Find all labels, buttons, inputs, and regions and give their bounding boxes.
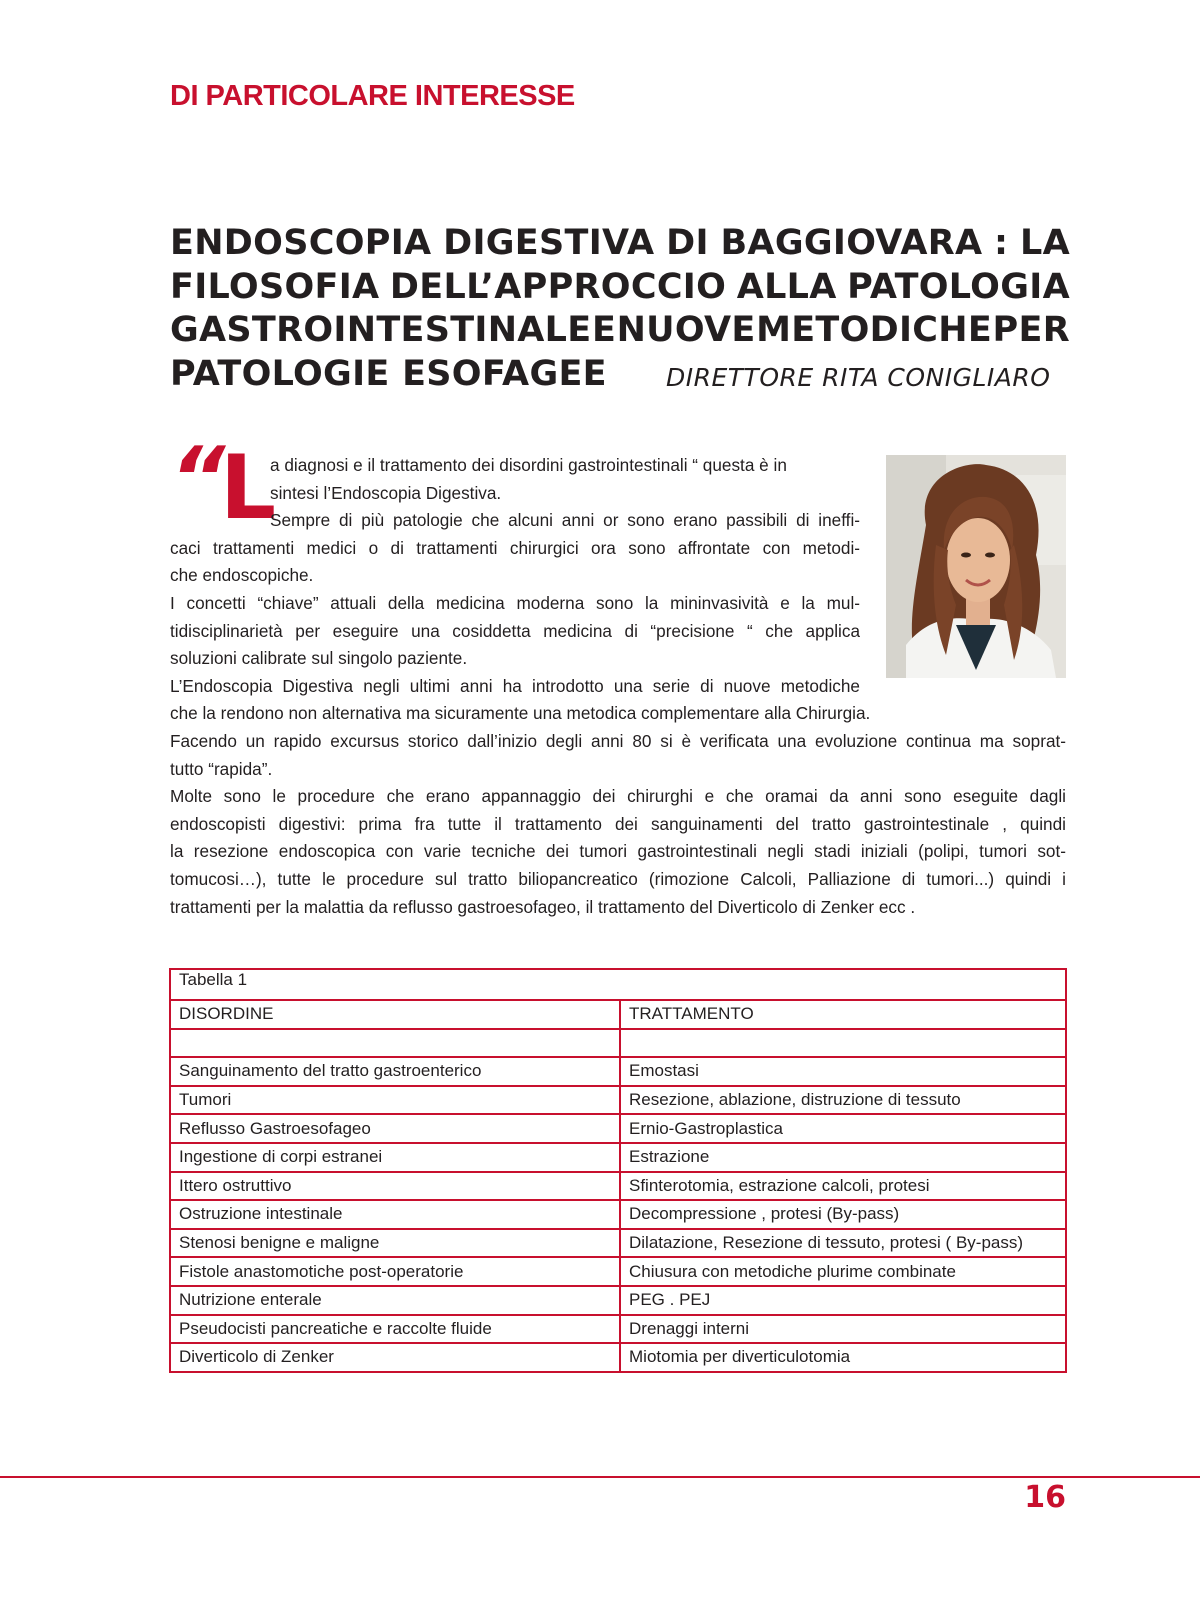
table-cell: PEG . PEJ — [620, 1286, 1065, 1315]
body-line: Facendo un rapido excursus storico dall’inizio degli anni 80 si è verificata una evoluzione continua ma soprat- — [170, 730, 1066, 751]
table-row — [171, 1315, 1065, 1344]
headline-word: METODICHE — [756, 310, 993, 350]
author-byline: DIRETTORE RITA CONIGLIARO — [666, 362, 1051, 392]
headline-line-2 — [170, 266, 1070, 310]
footer-rule — [0, 1476, 1200, 1478]
headline-word: BAGGIOVARA — [720, 223, 983, 263]
table-cell: Ingestione di corpi estranei — [171, 1143, 620, 1172]
headline-word: DI — [666, 223, 709, 263]
table-cell: Pseudocisti pancreatiche e raccolte fluide — [171, 1315, 620, 1344]
table-cell: Ernio-Gastroplastica — [620, 1114, 1065, 1143]
body-line: caci trattamenti medici o di trattamenti chirurgici ora sono affrontate con metodi- — [170, 537, 860, 558]
body-line: tutto “rapida”. — [170, 758, 273, 779]
table-row — [171, 1172, 1065, 1201]
treatment-table — [169, 968, 1067, 1373]
headline-word: PATOLOGIE ESOFAGEE — [170, 353, 607, 394]
table-header-cell: DISORDINE — [171, 1001, 620, 1029]
body-line: soluzioni calibrate sul singolo paziente. — [170, 648, 468, 669]
table-cell: Tumori — [171, 1086, 620, 1115]
body-line: tidisciplinarietà per eseguire una cosiddetta medicina di “precisione “ che applica — [170, 620, 860, 641]
headline-word: DELL’APPROCCIO — [389, 266, 727, 307]
table-cell — [171, 1029, 620, 1058]
table-cell: Sfinterotomia, estrazione calcoli, protesi — [620, 1172, 1065, 1201]
table-cell: Ostruzione intestinale — [171, 1200, 620, 1229]
table-row — [171, 1086, 1065, 1115]
headline-line-4 — [170, 353, 1070, 397]
section-label: DI PARTICOLARE INTERESSE — [170, 80, 575, 112]
body-line: che la rendono non alternativa ma sicuramente una metodica complementare alla Chirurgia. — [170, 703, 871, 724]
table-cell: Diverticolo di Zenker — [171, 1343, 620, 1371]
headline-line-3 — [170, 309, 1070, 353]
headline-word: PATOLOGIA — [847, 266, 1070, 307]
body-line: a diagnosi e il trattamento dei disordini gastrointestinali “ questa è in — [270, 455, 787, 475]
headline-word: NUOVE — [616, 310, 756, 350]
drop-cap-quote: “ — [170, 429, 226, 529]
table-cell: Stenosi benigne e maligne — [171, 1229, 620, 1258]
table-cell: Chiusura con metodiche plurime combinate — [620, 1257, 1065, 1286]
headline-word: : — [994, 223, 1009, 263]
table-cell: Miotomia per diverticulotomia — [620, 1343, 1065, 1371]
body-line: I concetti “chiave” attuali della medicina moderna sono la mininvasività e la mul- — [170, 592, 860, 613]
table-header-row — [171, 1001, 1065, 1029]
table-cell: Resezione, ablazione, distruzione di tessuto — [620, 1086, 1065, 1115]
table-cell: Emostasi — [620, 1057, 1065, 1086]
headline-word: E — [591, 310, 617, 350]
table-grid — [171, 1001, 1065, 1371]
table-cell: Sanguinamento del tratto gastroenterico — [171, 1057, 620, 1086]
table-cell: Estrazione — [620, 1143, 1065, 1172]
table-row — [171, 1143, 1065, 1172]
table-row — [171, 1114, 1065, 1143]
headline-word: ENDOSCOPIA — [170, 223, 432, 263]
table-row — [171, 1200, 1065, 1229]
table-cell: Nutrizione enterale — [171, 1286, 620, 1315]
table-row — [171, 1343, 1065, 1371]
body-line: Sempre di più patologie che alcuni anni or sono erano passibili di ineffi- — [270, 510, 860, 531]
table-cell: Fistole anastomotiche post-operatorie — [171, 1257, 620, 1286]
drop-cap-letter: L — [220, 436, 277, 539]
table-cell: Drenaggi interni — [620, 1315, 1065, 1344]
article-body — [170, 452, 1066, 921]
headline-word: GASTROINTESTINALE — [170, 310, 592, 350]
table-cell — [620, 1029, 1065, 1058]
article-headline — [170, 222, 1070, 396]
table-cell: Reflusso Gastroesofageo — [171, 1114, 620, 1143]
table-row — [171, 1257, 1065, 1286]
table-row — [171, 1029, 1065, 1058]
table-cell: Ittero ostruttivo — [171, 1172, 620, 1201]
table-cell: Dilatazione, Resezione di tessuto, protesi ( By-pass) — [620, 1229, 1065, 1258]
body-line: sintesi l’Endoscopia Digestiva. — [270, 482, 502, 503]
headline-word: DIGESTIVA — [443, 223, 655, 263]
table-header-cell: TRATTAMENTO — [620, 1001, 1065, 1029]
body-line: Molte sono le procedure che erano appannaggio dei chirurghi e che oramai da anni sono eseguite dagli — [170, 786, 1066, 807]
table-row — [171, 1057, 1065, 1086]
body-line: tomucosi…), tutte le procedure sul tratto biliopancreatico (rimozione Calcoli, Palliazione di tumori...) quindi i — [170, 868, 1066, 889]
headline-word: PER — [992, 310, 1070, 350]
body-line: trattamenti per la malattia da reflusso gastroesofageo, il trattamento del Diverticolo di Zenker ecc . — [170, 896, 916, 917]
headline-word: ALLA — [736, 266, 837, 307]
table-cell: Decompressione , protesi (By-pass) — [620, 1200, 1065, 1229]
headline-word: LA — [1020, 223, 1070, 263]
body-line: endoscopisti digestivi: prima fra tutte il trattamento dei sanguinamenti del tratto gastrointestinale , quindi — [170, 813, 1066, 834]
body-line: che endoscopiche. — [170, 565, 314, 586]
body-line: la resezione endoscopica con varie tecniche dei tumori gastrointestinali negli stadi iniziali (polipi, tumori sot- — [170, 841, 1066, 862]
page-number: 16 — [1024, 1480, 1066, 1515]
headline-line-1 — [170, 222, 1070, 266]
body-line: L’Endoscopia Digestiva negli ultimi anni ha introdotto una serie di nuove metodiche — [170, 675, 860, 696]
table-row — [171, 1286, 1065, 1315]
table-caption: Tabella 1 — [171, 970, 1065, 1001]
table-row — [171, 1229, 1065, 1258]
headline-word: FILOSOFIA — [170, 266, 380, 307]
